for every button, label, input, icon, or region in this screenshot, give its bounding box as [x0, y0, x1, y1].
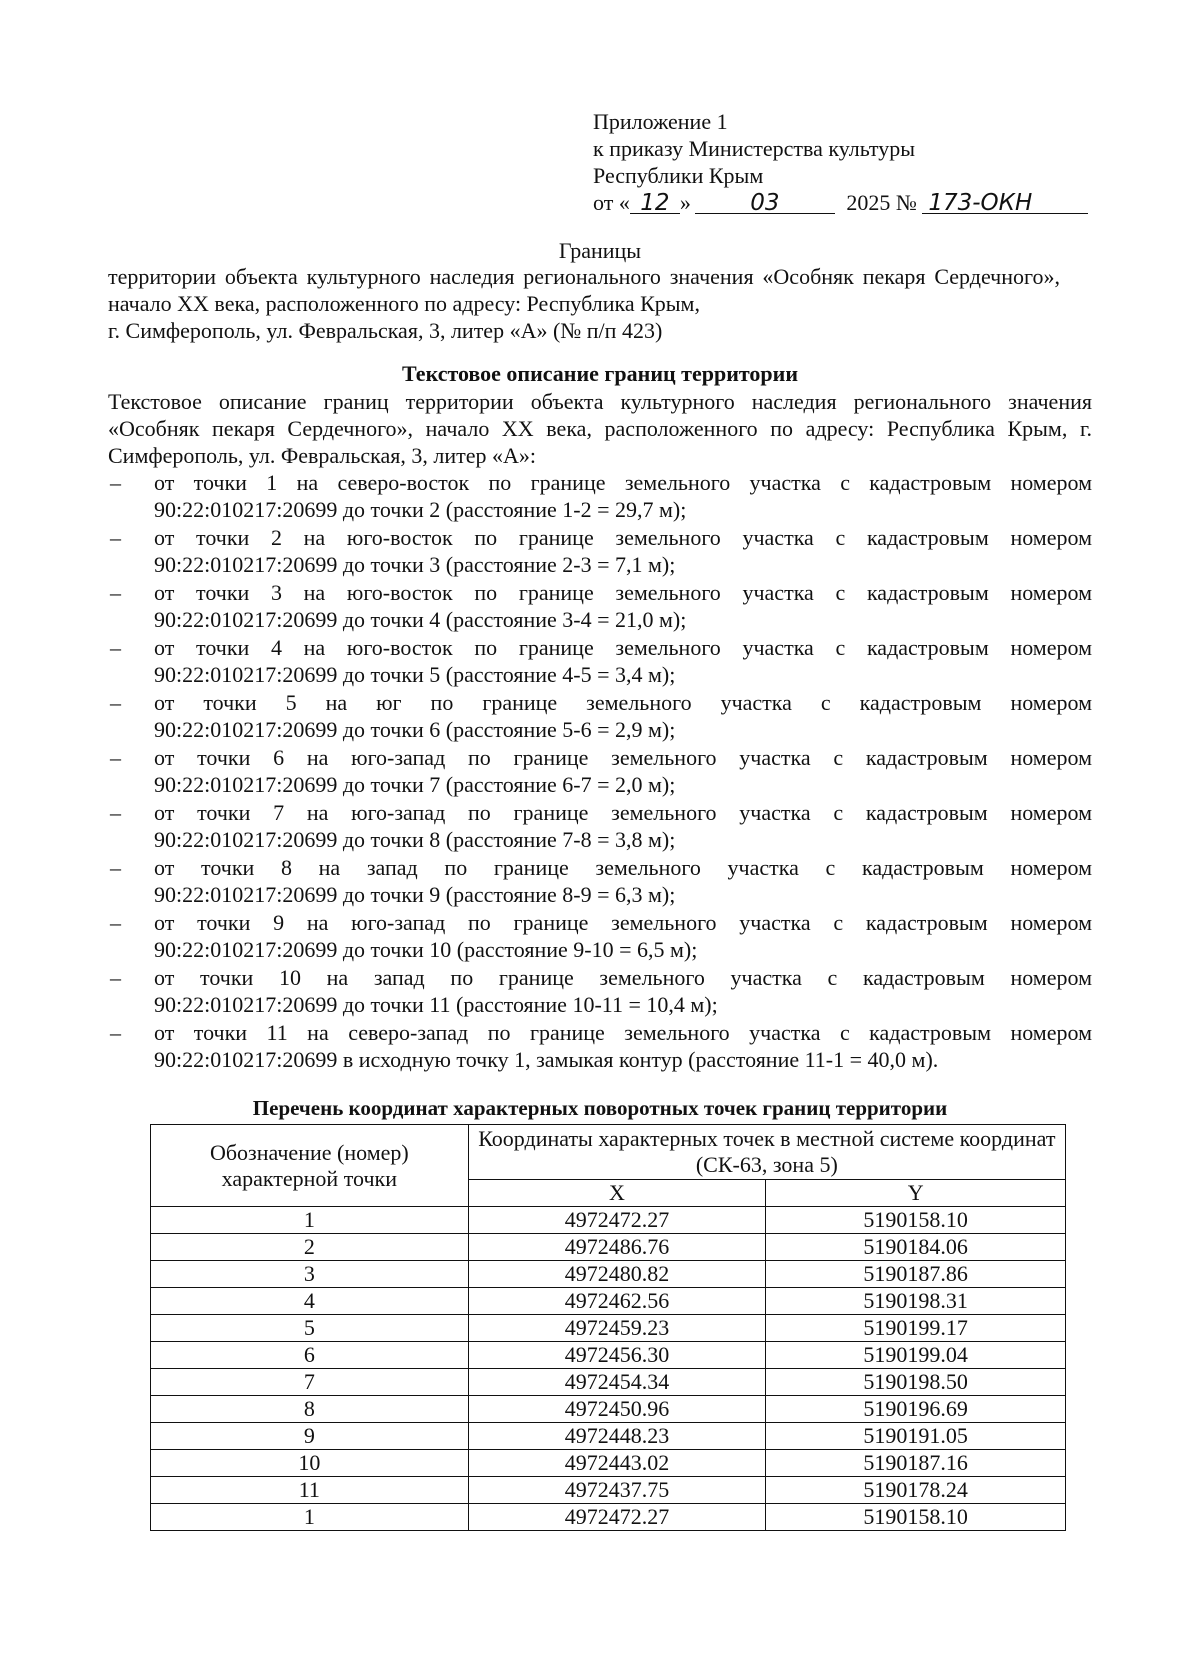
point-number-cell: 2 — [151, 1234, 469, 1261]
x-coordinate-cell: 4972480.82 — [468, 1261, 766, 1288]
x-coordinate-cell: 4972462.56 — [468, 1288, 766, 1315]
date-month-blank — [695, 189, 835, 214]
boundary-item-line-1: от точки 11 на северо-запад по границе земельного участка с кадастровым номером — [154, 1020, 1092, 1045]
y-coordinate-cell: 5190158.10 — [766, 1207, 1066, 1234]
boundary-item — [108, 634, 1092, 689]
dash-bullet: – — [110, 1020, 121, 1045]
boundary-item-line-1: от точки 7 на юго-запад по границе земельного участка с кадастровым номером — [154, 800, 1092, 825]
col-coords-header: Координаты характерных точек в местной системе координат (СК-63, зона 5) — [468, 1125, 1065, 1180]
point-number-cell: 5 — [151, 1315, 469, 1342]
subtitle-line-2: г. Симферополь, ул. Февральская, 3, литер «А» (№ п/п 423) — [108, 318, 663, 343]
x-coordinate-cell: 4972456.30 — [468, 1342, 766, 1369]
table-row — [151, 1261, 1066, 1288]
col-x-header: X — [468, 1180, 766, 1207]
point-number-cell: 6 — [151, 1342, 469, 1369]
coordinates-table — [150, 1124, 1066, 1531]
boundary-item — [108, 744, 1092, 799]
order-number-blank — [922, 189, 1088, 214]
boundary-item-line-1: от точки 5 на юг по границе земельного участка с кадастровым номером — [154, 690, 1092, 715]
boundary-item — [108, 524, 1092, 579]
order-number-handwritten: 173-ОКН — [928, 190, 1033, 216]
boundary-item — [108, 964, 1092, 1019]
x-coordinate-cell: 4972459.23 — [468, 1315, 766, 1342]
date-day-blank — [630, 189, 680, 214]
y-coordinate-cell: 5190178.24 — [766, 1477, 1066, 1504]
boundary-item-line-2: 90:22:010217:20699 до точки 6 (расстояние 5-6 = 2,9 м); — [154, 717, 676, 742]
document-title: Границы — [558, 238, 642, 263]
dash-bullet: – — [110, 855, 121, 880]
x-coordinate-cell: 4972450.96 — [468, 1396, 766, 1423]
col-point-header: Обозначение (номер) характерной точки — [151, 1125, 469, 1207]
date-mid: » — [679, 190, 691, 215]
section1-heading: Текстовое описание границ территории — [401, 361, 799, 386]
boundary-item-line-1: от точки 3 на юго-восток по границе земельного участка с кадастровым номером — [154, 580, 1092, 605]
boundary-item-line-2: 90:22:010217:20699 до точки 9 (расстояние 8-9 = 6,3 м); — [154, 882, 676, 907]
intro-paragraph: Текстовое описание границ территории объекта культурного наследия регионального значения «Особняк пекаря Сердечного», начало XX века, расположенного по адресу: Республика Крым, г. Симферополь, ул. Февральская, 3, литер «А»: — [108, 389, 1092, 468]
boundary-item-line-2: 90:22:010217:20699 до точки 3 (расстояние 2-3 = 7,1 м); — [154, 552, 676, 577]
boundary-item-line-1: от точки 2 на юго-восток по границе земельного участка с кадастровым номером — [154, 525, 1092, 550]
y-coordinate-cell: 5190198.50 — [766, 1369, 1066, 1396]
x-coordinate-cell: 4972472.27 — [468, 1207, 766, 1234]
point-number-cell: 3 — [151, 1261, 469, 1288]
point-number-cell: 7 — [151, 1369, 469, 1396]
boundary-item — [108, 909, 1092, 964]
subtitle-line-1: территории объекта культурного наследия регионального значения «Особняк пекаря Сердечного», начало XX века, расположенного по адресу: Республика Крым, — [108, 264, 1060, 316]
appendix-line-2: к приказу Министерства культуры — [593, 136, 916, 161]
point-number-cell: 11 — [151, 1477, 469, 1504]
y-coordinate-cell: 5190158.10 — [766, 1504, 1066, 1531]
table-row — [151, 1450, 1066, 1477]
date-prefix: от « — [593, 190, 630, 215]
boundary-item — [108, 799, 1092, 854]
boundary-item-line-2: 90:22:010217:20699 до точки 11 (расстояние 10-11 = 10,4 м); — [154, 992, 718, 1017]
y-coordinate-cell: 5190187.86 — [766, 1261, 1066, 1288]
table-row — [151, 1234, 1066, 1261]
dash-bullet: – — [110, 800, 121, 825]
date-year: 2025 № — [846, 190, 917, 215]
dash-bullet: – — [110, 470, 121, 495]
boundary-item-line-2: 90:22:010217:20699 до точки 8 (расстояние 7-8 = 3,8 м); — [154, 827, 676, 852]
appendix-line-1: Приложение 1 — [593, 109, 728, 134]
boundary-item-line-1: от точки 9 на юго-запад по границе земельного участка с кадастровым номером — [154, 910, 1092, 935]
point-number-cell: 8 — [151, 1396, 469, 1423]
dash-bullet: – — [110, 525, 121, 550]
boundary-item-line-1: от точки 10 на запад по границе земельного участка с кадастровым номером — [154, 965, 1092, 990]
x-coordinate-cell: 4972486.76 — [468, 1234, 766, 1261]
point-number-cell: 1 — [151, 1504, 469, 1531]
document-subtitle — [108, 263, 1060, 344]
boundary-item — [108, 689, 1092, 744]
boundary-item — [108, 1019, 1092, 1074]
y-coordinate-cell: 5190199.04 — [766, 1342, 1066, 1369]
date-day-handwritten: 12 — [640, 190, 670, 216]
dash-bullet: – — [110, 690, 121, 715]
x-coordinate-cell: 4972443.02 — [468, 1450, 766, 1477]
dash-bullet: – — [110, 745, 121, 770]
boundary-item-line-2: 90:22:010217:20699 до точки 7 (расстояние 6-7 = 2,0 м); — [154, 772, 676, 797]
y-coordinate-cell: 5190196.69 — [766, 1396, 1066, 1423]
boundary-item-line-2: 90:22:010217:20699 в исходную точку 1, замыкая контур (расстояние 11-1 = 40,0 м). — [154, 1047, 939, 1072]
table-row — [151, 1315, 1066, 1342]
x-coordinate-cell: 4972454.34 — [468, 1369, 766, 1396]
y-coordinate-cell: 5190198.31 — [766, 1288, 1066, 1315]
dash-bullet: – — [110, 965, 121, 990]
dash-bullet: – — [110, 635, 121, 660]
boundary-list — [108, 469, 1092, 1074]
boundary-item-line-1: от точки 4 на юго-восток по границе земельного участка с кадастровым номером — [154, 635, 1092, 660]
appendix-date-line — [593, 189, 1088, 216]
x-coordinate-cell: 4972448.23 — [468, 1423, 766, 1450]
boundary-item-line-2: 90:22:010217:20699 до точки 4 (расстояние 3-4 = 21,0 м); — [154, 607, 687, 632]
boundary-item-line-2: 90:22:010217:20699 до точки 5 (расстояние 4-5 = 3,4 м); — [154, 662, 676, 687]
boundary-item-line-1: от точки 8 на запад по границе земельного участка с кадастровым номером — [154, 855, 1092, 880]
table-row — [151, 1342, 1066, 1369]
point-number-cell: 1 — [151, 1207, 469, 1234]
table-row — [151, 1369, 1066, 1396]
boundary-item-line-2: 90:22:010217:20699 до точки 2 (расстояние 1-2 = 29,7 м); — [154, 497, 687, 522]
date-month-handwritten: 03 — [750, 190, 780, 216]
point-number-cell: 4 — [151, 1288, 469, 1315]
boundary-item — [108, 469, 1092, 524]
y-coordinate-cell: 5190191.05 — [766, 1423, 1066, 1450]
boundary-item-line-1: от точки 6 на юго-запад по границе земельного участка с кадастровым номером — [154, 745, 1092, 770]
table-row — [151, 1423, 1066, 1450]
boundary-item — [108, 579, 1092, 634]
table-row — [151, 1396, 1066, 1423]
section2-heading: Перечень координат характерных поворотных точек границ территории — [252, 1096, 948, 1120]
point-number-cell: 9 — [151, 1423, 469, 1450]
point-number-cell: 10 — [151, 1450, 469, 1477]
table-row — [151, 1477, 1066, 1504]
boundary-item — [108, 854, 1092, 909]
x-coordinate-cell: 4972437.75 — [468, 1477, 766, 1504]
boundary-item-line-1: от точки 1 на северо-восток по границе земельного участка с кадастровым номером — [154, 470, 1092, 495]
coordinates-table-body — [151, 1207, 1066, 1531]
dash-bullet: – — [110, 580, 121, 605]
y-coordinate-cell: 5190184.06 — [766, 1234, 1066, 1261]
y-coordinate-cell: 5190199.17 — [766, 1315, 1066, 1342]
col-y-header: Y — [766, 1180, 1066, 1207]
table-row — [151, 1288, 1066, 1315]
dash-bullet: – — [110, 910, 121, 935]
appendix-line-3: Республики Крым — [593, 163, 764, 188]
appendix-header — [593, 108, 1088, 216]
x-coordinate-cell: 4972472.27 — [468, 1504, 766, 1531]
boundary-item-line-2: 90:22:010217:20699 до точки 10 (расстояние 9-10 = 6,5 м); — [154, 937, 698, 962]
table-row — [151, 1207, 1066, 1234]
table-row — [151, 1504, 1066, 1531]
y-coordinate-cell: 5190187.16 — [766, 1450, 1066, 1477]
